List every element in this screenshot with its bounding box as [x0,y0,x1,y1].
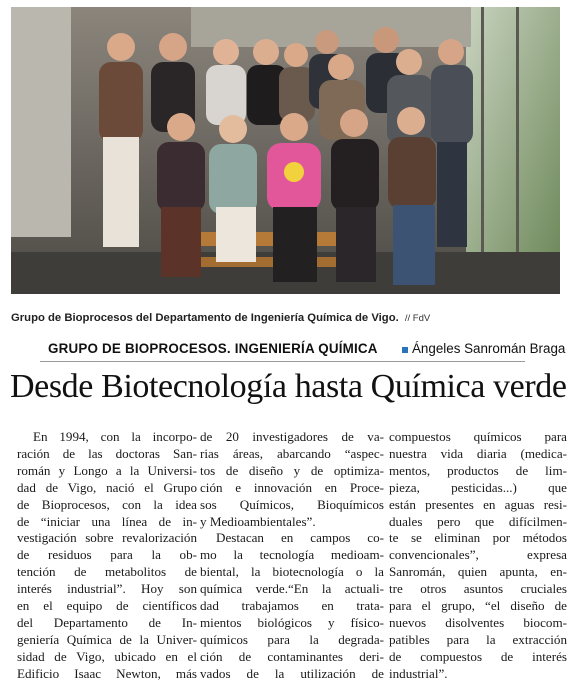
column-line: compuestos químicos para [389,429,567,444]
column-line: román y Longo a la Universi- [17,462,197,478]
article-headline: Desde Biotecnología hasta Química verde [10,368,567,405]
column-line: pieza, pesticidas...) que [389,479,567,495]
article-column-1 [17,429,197,683]
column-line: patibles para la extracción [389,631,567,647]
column-line: En 1994, con la incorpo- [33,429,197,444]
column-line: tre otros asuntos cruciales [389,581,567,597]
column-line: ción e innovación en Proce- [200,479,384,495]
column-line: dad de Vigo, nació el Grupo [17,479,197,495]
column-line: biental, la biotecnología o la [200,564,384,580]
column-line: duales pero que difícilmen- [389,513,567,529]
column-line: químicos para la degrada- [200,631,384,647]
column-line: ración de las doctoras San- [17,445,197,461]
photo-credit: // FdV [404,313,431,324]
section-title: GRUPO DE BIOPROCESOS. INGENIERÍA QUÍMICA [48,341,378,356]
column-line: química verde.“En la actuali- [200,581,384,597]
caption-text: Grupo de Bioprocesos del Departamento de Ingeniería Química de Vigo. [11,312,399,324]
column-line: de 20 investigadores de va- [200,429,384,444]
section-author: Ángeles Sanromán Braga [412,341,566,356]
column-line: de compuestos de interés [389,648,567,664]
column-line: mentos, productos de lim- [389,462,567,478]
column-line: del Departamento de In- [17,614,197,630]
column-line: tos de diseño y de optimiza- [200,462,384,478]
article-column-3 [389,429,567,683]
column-line: rias áreas, abarcando “aspec- [200,445,384,461]
column-line: de residuos para la ob- [17,547,197,563]
group-photo [11,7,560,294]
column-line: sidad de Vigo, ubicado en el [17,648,197,664]
column-line: interés industrial”. Hoy son [17,581,197,597]
column-line: para el grupo, “el diseño de [389,598,567,614]
column-line: nuevos disolventes biocom- [389,614,567,630]
group-photo-illustration [11,7,560,294]
column-line: de Bioprocesos, con la idea [17,496,197,512]
column-line: industrial”. [389,665,448,681]
column-line: geniería Química de la Univer- [17,631,197,647]
column-line: están presentes en aguas resi- [389,496,567,512]
photo-caption [11,312,430,324]
column-line: ción de contaminantes deri- [200,648,384,664]
column-line: Sanromán, quien apunta, en- [389,564,567,580]
column-line: tención de metabolitos de [17,564,197,580]
section-square-icon [402,347,408,353]
section-header [40,338,566,362]
column-line: convencionales”, expresa [389,547,567,563]
column-line: en el equipo de científicos [17,598,197,614]
column-line: nuestra vida diaria (medica- [389,445,567,461]
column-line: Destacan en campos co- [216,530,384,546]
column-line: mientos biológicos y físico- [200,614,384,630]
column-line: vestigación sobre revalorización [17,530,197,546]
column-line: te se eliminan por métodos [389,530,567,546]
article-column-2 [200,429,384,683]
column-line: mo la tecnología medioam- [200,547,384,563]
column-line: y Medioambientales”. [200,513,316,529]
column-line: Edificio Isaac Newton, más [17,665,197,681]
column-line: dad trabajamos en trata- [200,598,384,614]
column-line: sos Químicos, Bioquímicos [200,496,384,512]
column-line: de “iniciar una línea de in- [17,513,197,529]
column-line: vados de la utilización de [200,665,384,681]
